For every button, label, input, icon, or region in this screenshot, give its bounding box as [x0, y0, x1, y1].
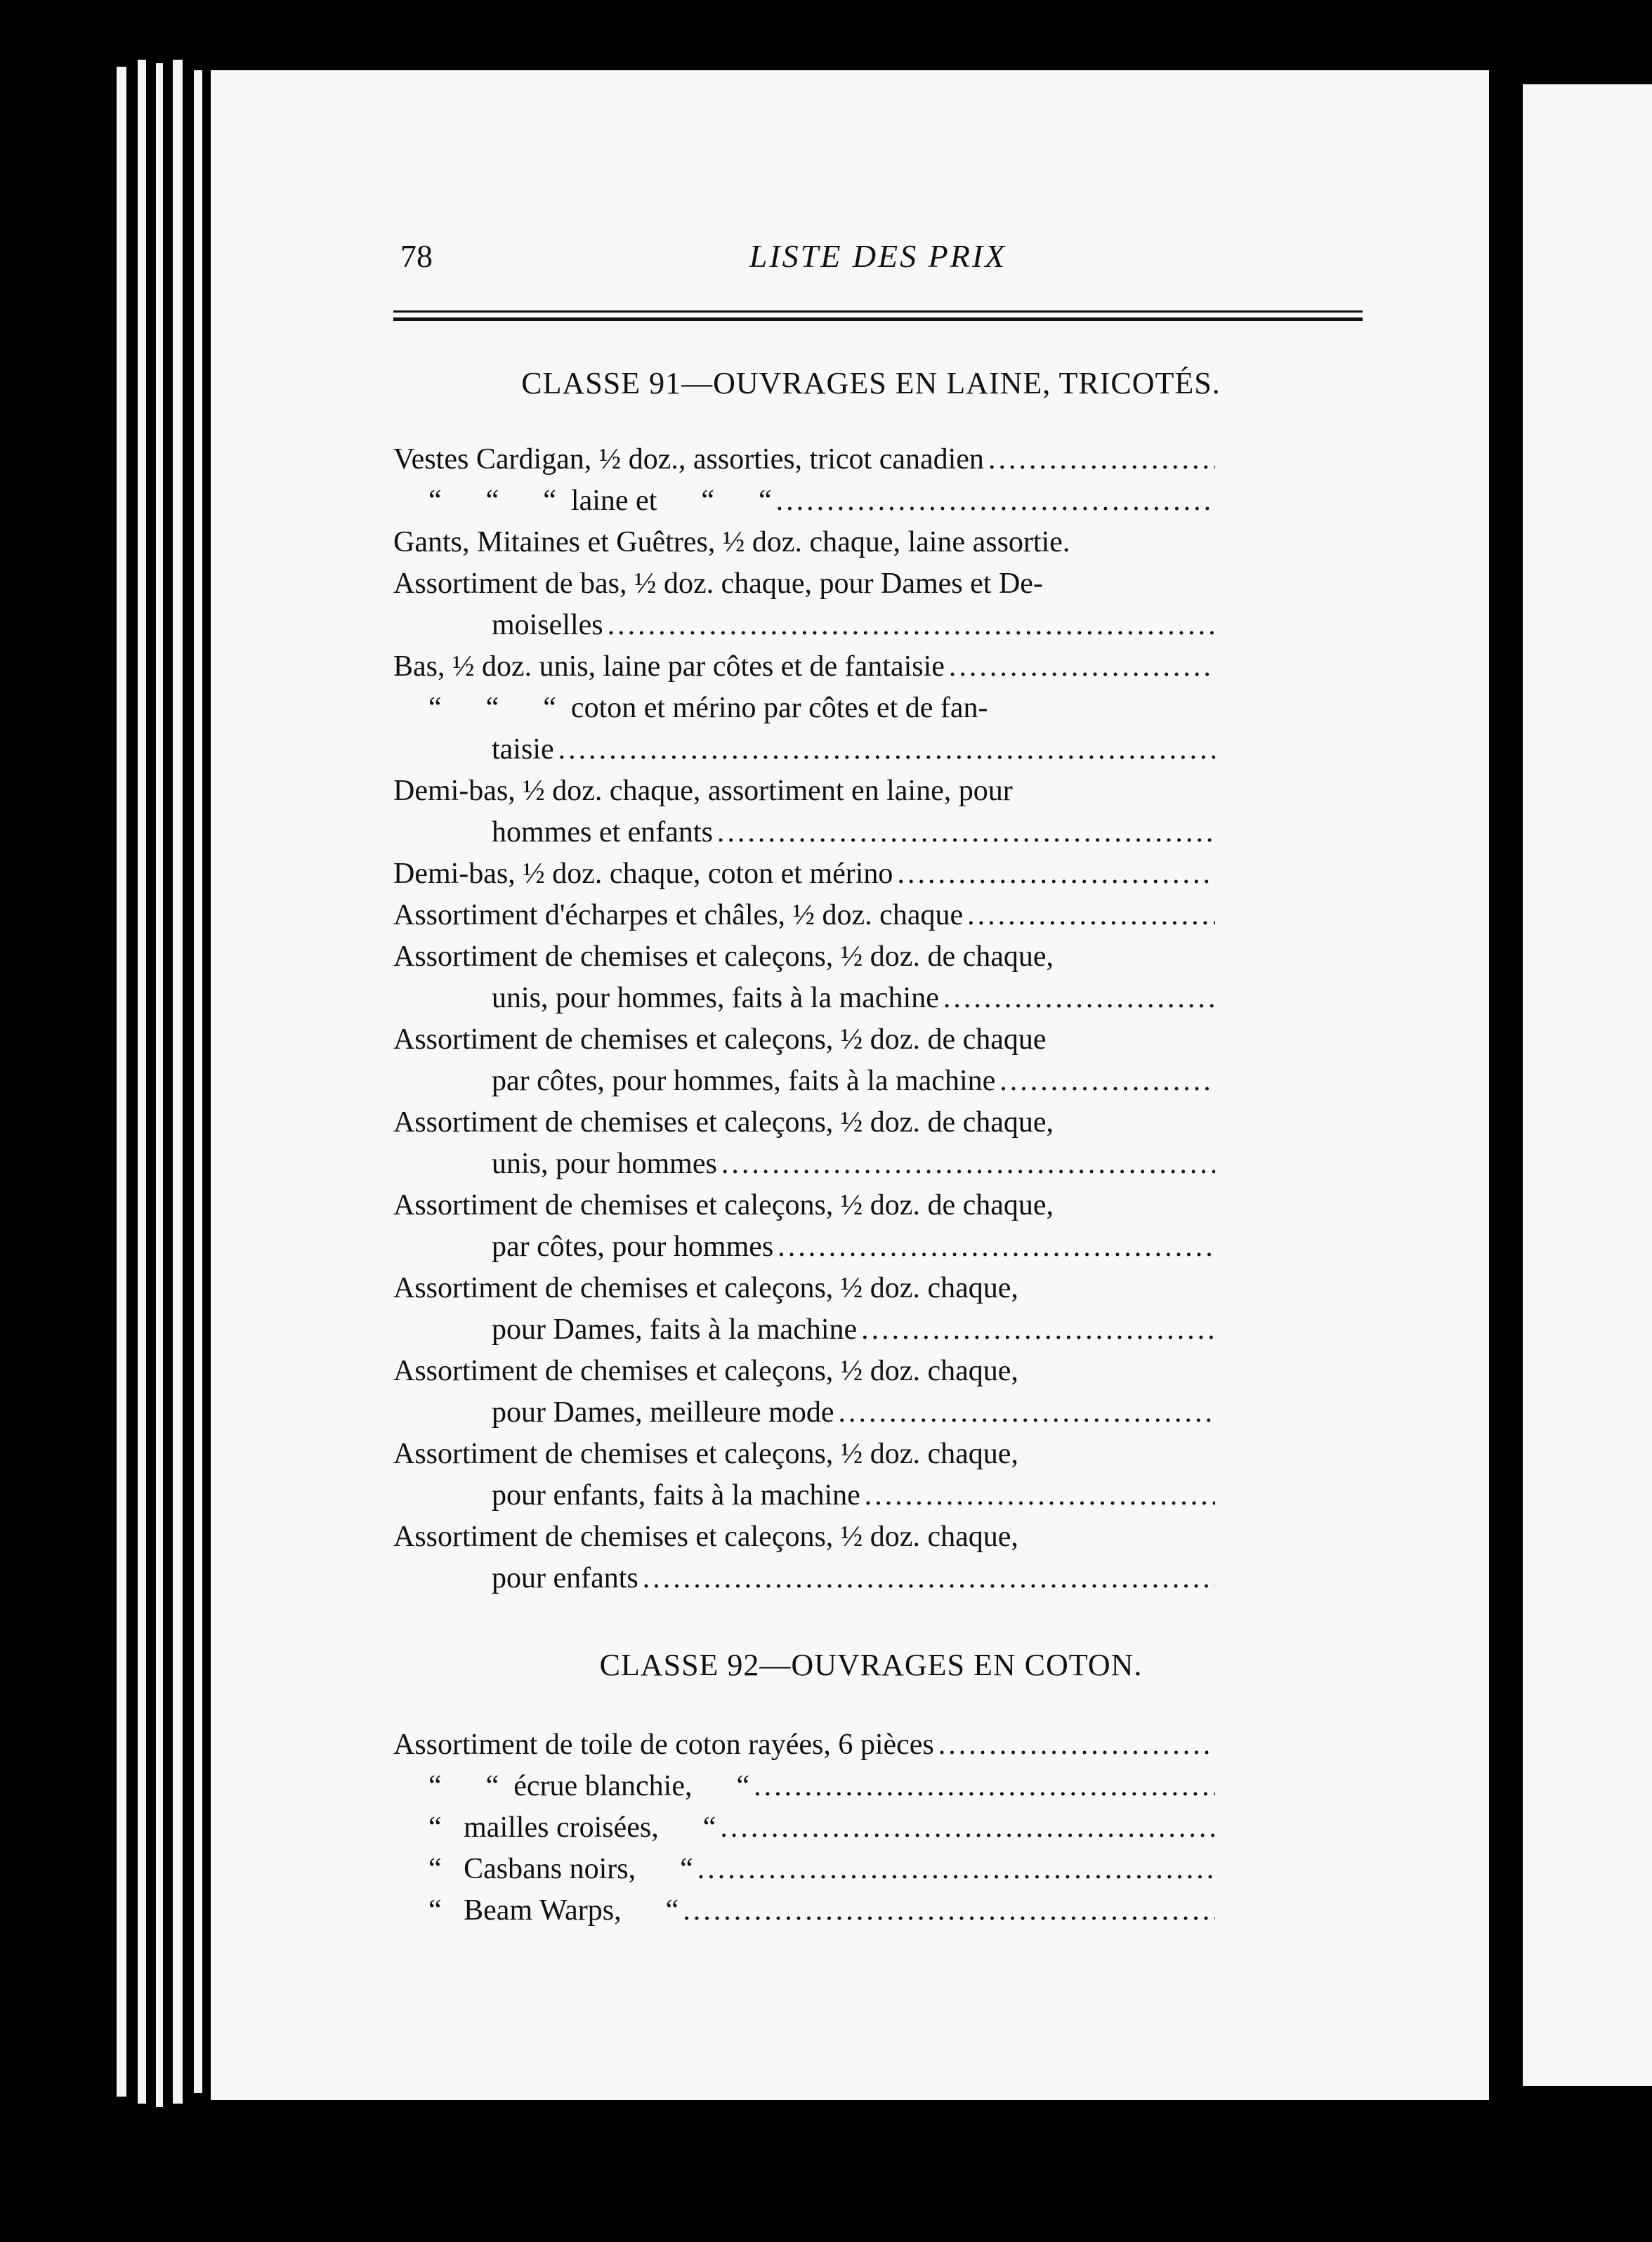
leader-dots [995, 1061, 1215, 1102]
list-line: Vestes Cardigan, ½ doz., assorties, tricot canadien ..... [393, 439, 1215, 480]
leader-dots [638, 1558, 1215, 1599]
list-line: unis, pour hommes, faits à la machine ..... [393, 978, 1215, 1019]
list-line: Assortiment de chemises et caleçons, ½ doz. chaque, [393, 1272, 1018, 1304]
list-line: pour enfants, faits à la machine ..... [393, 1475, 1215, 1516]
list-line: “ “ “ laine et “ “ ..... [393, 480, 1215, 522]
list-line: Assortiment de chemises et caleçons, ½ doz. de chaque, [393, 940, 1054, 973]
list-line: Demi-bas, ½ doz. chaque, assortiment en laine, pour [393, 775, 1013, 807]
list-line: Assortiment de chemises et caleçons, ½ doz. de chaque, [393, 1189, 1054, 1221]
list-line: Assortiment d'écharpes et châles, ½ doz. chaque ..... [393, 895, 1215, 936]
leader-dots [945, 646, 1215, 688]
page-edge [138, 60, 146, 2104]
list-line: hommes et enfants ..... [393, 812, 1215, 853]
page [211, 70, 1489, 2100]
class-91-title: CLASSE 91—OUVRAGES EN LAINE, TRICOTÉS. [521, 366, 1221, 400]
list-line: pour Dames, meilleure mode ..... [393, 1392, 1215, 1434]
list-line: Bas, ½ doz. unis, laine par côtes et de fantaisie ..... [393, 646, 1215, 688]
leader-dots [860, 1475, 1215, 1516]
running-title: LISTE DES PRIX [749, 238, 1007, 274]
leader-dots [716, 1807, 1215, 1849]
leader-dots [939, 978, 1215, 1019]
leader-dots [857, 1309, 1215, 1351]
leader-dots [963, 895, 1215, 936]
leader-dots [773, 1226, 1215, 1268]
list-line: Assortiment de chemises et caleçons, ½ doz. de chaque [393, 1023, 1047, 1056]
leader-dots [678, 1890, 1215, 1932]
list-line: “ “ “ coton et mérino par côtes et de fan- [428, 692, 988, 724]
class-91-list [393, 439, 1215, 1599]
list-line: Assortiment de bas, ½ doz. chaque, pour Dames et De- [393, 568, 1043, 600]
class-92-list [393, 1724, 1215, 1932]
leader-dots [554, 729, 1215, 771]
leader-dots [749, 1766, 1215, 1807]
leader-dots [772, 480, 1215, 522]
header-rule [393, 310, 1363, 313]
leader-dots [893, 853, 1215, 895]
list-line: “ Beam Warps, “ ..... [393, 1890, 1215, 1932]
leader-dots [834, 1392, 1215, 1434]
facing-page-edge [1523, 84, 1652, 2086]
list-line: Assortiment de chemises et caleçons, ½ doz. chaque, [393, 1355, 1018, 1387]
leader-dots [603, 605, 1215, 646]
list-line: Assortiment de chemises et caleçons, ½ doz. chaque, [393, 1438, 1018, 1470]
list-line: par côtes, pour hommes, faits à la machine ..... [393, 1061, 1215, 1102]
list-line: Assortiment de chemises et caleçons, ½ doz. de chaque, [393, 1106, 1054, 1139]
page-edge [173, 60, 183, 2104]
class-92-title: CLASSE 92—OUVRAGES EN COTON. [599, 1648, 1143, 1682]
page-edge [194, 70, 202, 2093]
page-number: 78 [400, 238, 433, 274]
list-line: “ “ écrue blanchie, “ ..... [393, 1766, 1215, 1807]
list-line: pour enfants ..... [393, 1558, 1215, 1599]
leader-dots [693, 1849, 1215, 1890]
page-header [393, 237, 1419, 294]
leader-dots [984, 439, 1215, 480]
list-line: Demi-bas, ½ doz. chaque, coton et mérino ..... [393, 853, 1215, 895]
list-line: “ mailles croisées, “ ..... [393, 1807, 1215, 1849]
leader-dots [717, 1143, 1215, 1185]
list-line: taisie ..... [393, 729, 1215, 771]
list-line: Assortiment de toile de coton rayées, 6 pièces ..... [393, 1724, 1215, 1766]
list-line: Gants, Mitaines et Guêtres, ½ doz. chaque, laine assortie. [393, 526, 1070, 558]
leader-dots [713, 812, 1215, 853]
list-line: pour Dames, faits à la machine ..... [393, 1309, 1215, 1351]
page-edge [117, 67, 126, 2097]
list-line: par côtes, pour hommes ..... [393, 1226, 1215, 1268]
page-edge [156, 63, 163, 2107]
list-line: moiselles ..... [393, 605, 1215, 646]
header-rule [393, 317, 1363, 321]
leader-dots [934, 1724, 1215, 1766]
list-line: “ Casbans noirs, “ ..... [393, 1849, 1215, 1890]
list-line: unis, pour hommes ..... [393, 1143, 1215, 1185]
list-line: Assortiment de chemises et caleçons, ½ doz. chaque, [393, 1521, 1018, 1553]
